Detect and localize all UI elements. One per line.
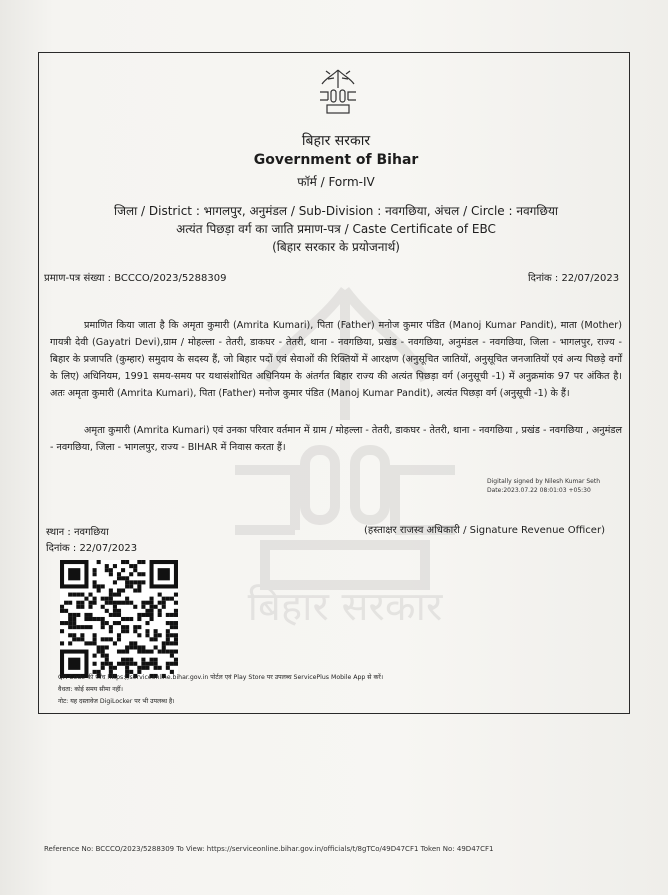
certificate-title: अत्यंत पिछड़ा वर्ग का जाति प्रमाण-पत्र / Caste Certificate of EBC [176, 222, 496, 236]
digital-signature-date: Date:2023.07.22 08:01:03 +05:30 [487, 487, 591, 494]
bihar-emblem-icon [316, 66, 360, 116]
reference-footer: Reference No: BCCCO/2023/5288309 To View: https://serviceonline.bihar.gov.in/officials/t/8gTCo/49D47CF1 Token No: 49D47CF1 [44, 845, 494, 853]
digital-signature-name: Digitally signed by Nilesh Kumar Seth [487, 478, 601, 485]
certificate-paragraph-1 [50, 317, 622, 402]
government-title-english: Government of Bihar [253, 152, 419, 168]
qr-verification-note: QR Code की जाँच https://serviceonline.bihar.gov.in पोर्टल एवं Play Store पर उपलब्ध ServicePlus Mobile App से करें। [58, 674, 384, 681]
form-label: फॉर्म / Form-IV [297, 175, 375, 189]
issue-date: दिनांक : 22/07/2023 [528, 273, 620, 284]
qr-code[interactable] [60, 560, 178, 678]
paragraph-2-text: अमृता कुमारी (Amrita Kumari) एवं उनका परिवार वर्तमान में ग्राम / मोहल्ला - तेतरी, डाकघर - तेतरी, थाना - नवगछिया , प्रखंड - नवगछिया , अनुमंडल - नवगछिया, जिला - भागलपुर, राज्य - BIHAR में निवास करता हैं। [50, 425, 622, 453]
digital-signature-stamp [487, 477, 600, 495]
paragraph-1-text: प्रमाणित किया जाता है कि अमृता कुमारी (Amrita Kumari), पिता (Father) मनोज कुमार पंडित (Manoj Kumar Pandit), माता (Mother) गायत्री देवी (Gayatri Devi),ग्राम / मोहल्ला - तेतरी, डाकघर - तेतरी, थाना - नवगछिया, प्रखंड - नवगछिया, अनुमंडल - नवगछिया, जिला - भागलपुर, राज्य - बिहार के प्रजापति (कुम्हार) समुदाय के सदस्य हैं, जो बिहार पदों एवं सेवाओं की रिक्तियों में आरक्षण (अनुसूचित जातियों, अनुसूचित जनजातियों एवं अन्य पिछड़े वर्गों के लिए) अधिनियम, 1991 समय-समय पर यथासंशोधित अधिनियम के अंतर्गत बिहार राज्य की अत्यंत पिछड़ा वर्ग (अनुसूची -1) में अनुक्रमांक 97 पर अंकित है। अतः अमृता कुमारी (Amrita Kumari), पिता (Father) मनोज कुमार पंडित (Manoj Kumar Pandit), अत्यंत पिछड़ा वर्ग (अनुसूची -1) के हैं। [50, 320, 622, 399]
certificate-subtitle: (बिहार सरकार के प्रयोजनार्थ) [272, 240, 400, 254]
signature-date: दिनांक : 22/07/2023 [46, 543, 138, 554]
government-title-hindi: बिहार सरकार [301, 133, 371, 149]
place-label: स्थान : नवगछिया [46, 527, 109, 538]
certificate-paragraph-2 [50, 422, 622, 456]
location-line: जिला / District : भागलपुर, अनुमंडल / Sub-Division : नवगछिया, अंचल / Circle : नवगछिया [113, 204, 559, 218]
watermark-text: बिहार सरकार [247, 584, 443, 630]
validity-note: वैधता: कोई समय सीमा नहीं। [58, 686, 123, 693]
digilocker-note: नोट: यह दस्तावेज DigiLocker पर भी उपलब्ध है। [58, 698, 175, 705]
signature-officer-label: (हस्ताक्षर राजस्व अधिकारी / Signature Revenue Officer) [364, 525, 605, 536]
certificate-number: प्रमाण-पत्र संख्या : BCCCO/2023/5288309 [44, 273, 227, 284]
